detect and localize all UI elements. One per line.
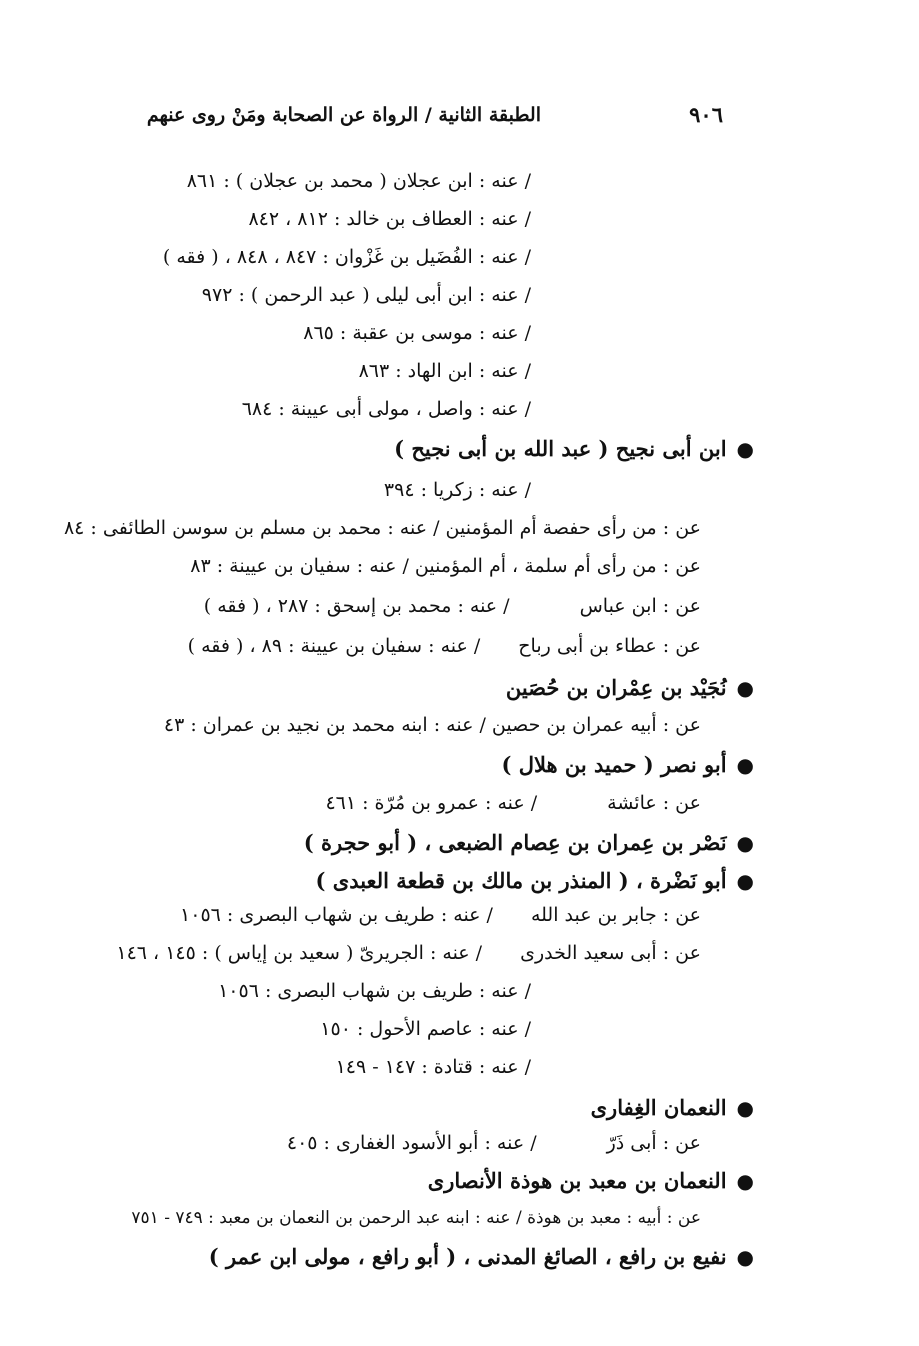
narrator-line (287, 1134, 701, 1153)
entry-heading (394, 438, 754, 459)
entry-heading (209, 1246, 754, 1267)
entry-name: نفيع بن رافع ، الصائغ المدنى ، ( أبو رافع ، مولى ابن عمر ) (208, 1244, 727, 1269)
entry-heading (304, 832, 754, 853)
narrator-line: / عنه : ابن أبى ليلى ( عبد الرحمن ) : ٩٧٢ (201, 284, 531, 306)
entry-name: النعمان بن معبد بن هوذة الأنصارى (427, 1168, 727, 1193)
to-part: / عنه : محمد بن إسحق : ٢٨٧ ، ( فقه ) (203, 595, 510, 617)
running-title: الطبقة الثانية / الرواة عن الصحابة ومَنْ روى عنهم (146, 104, 541, 126)
entry-name: النعمان الغِفارى (590, 1095, 727, 1120)
narrator-line (188, 637, 701, 656)
narrator-line: / عنه : العطاف بن خالد : ٨١٢ ، ٨٤٢ (248, 208, 531, 230)
entry-name: أبو نصر ( حميد بن هلال ) (501, 752, 727, 777)
bullet-icon: ● (736, 1169, 754, 1193)
from-part: عن : أبى سعيد الخدرى (520, 942, 701, 964)
narrator-line: / عنه : ابن عجلان ( محمد بن عجلان ) : ٨٦١ (186, 170, 531, 192)
narrator-line: عن : أبيه : معبد بن هوذة / عنه : ابنه عبد الرحمن بن النعمان بن معبد : ٧٤٩ - ٧٥١ (131, 1208, 701, 1228)
narrator-line: / عنه : عاصم الأحول : ١٥٠ (320, 1018, 531, 1040)
narrator-line: عن : أبيه عمران بن حصين / عنه : ابنه محمد بن نجيد بن عمران : ٤٣ (163, 714, 701, 736)
narrator-line: عن : من رأى أم سلمة ، أم المؤمنين / عنه : سفيان بن عيينة : ٨٣ (190, 555, 701, 577)
entry-heading (506, 677, 754, 698)
bullet-icon: ● (736, 1096, 754, 1120)
to-part: / عنه : الجريرىّ ( سعيد بن إياس ) : ١٤٥ ، ١٤٦ (116, 942, 483, 964)
narrator-line: عن : من رأى حفصة أم المؤمنين / عنه : محمد بن مسلم بن سوسن الطائفى : ٨٤ (63, 517, 701, 539)
narrator-line: / عنه : طريف بن شهاب البصرى : ١٠٥٦ (218, 980, 531, 1002)
entry-name: نَصْر بن عِمران بن عِصام الضبعى ، ( أبو حجرة ) (303, 830, 727, 855)
narrator-line: / عنه : قتادة : ١٤٧ - ١٤٩ (335, 1056, 531, 1078)
narrator-line: / عنه : ابن الهاد : ٨٦٣ (358, 360, 531, 382)
bullet-icon: ● (736, 437, 754, 461)
from-part: عن : عائشة (607, 792, 701, 814)
entry-name: أبو نَضْرة ، ( المنذر بن مالك بن قطعة العبدى ) (315, 868, 727, 893)
to-part: / عنه : طريف بن شهاب البصرى : ١٠٥٦ (180, 904, 493, 926)
narrator-line: / عنه : الفُضَيل بن غَزْوان : ٨٤٧ ، ٨٤٨ ، ( فقه ) (162, 246, 531, 268)
from-part: عن : ابن عباس (579, 595, 701, 617)
from-part: عن : عطاء بن أبى رباح (518, 635, 701, 657)
entry-name: نُجَيْد بن عِمْران بن حُصَين (505, 675, 727, 700)
narrator-line (116, 944, 701, 963)
to-part: / عنه : سفيان بن عيينة : ٨٩ ، ( فقه ) (187, 635, 481, 657)
entry-heading (428, 1170, 754, 1191)
narrator-line: / عنه : موسى بن عقبة : ٨٦٥ (303, 322, 531, 344)
entry-heading (501, 754, 754, 775)
from-part: عن : أبى ذَرّ (606, 1132, 701, 1154)
page-number: ٩٠٦ (689, 102, 723, 127)
bullet-icon: ● (736, 1245, 754, 1269)
bullet-icon: ● (736, 676, 754, 700)
entry-name: ابن أبى نجيح ( عبد الله بن أبى نجيح ) (394, 436, 727, 461)
bullet-icon: ● (736, 869, 754, 893)
bullet-icon: ● (736, 753, 754, 777)
narrator-line (325, 794, 701, 813)
from-part: عن : جابر بن عبد الله (530, 904, 701, 926)
to-part: / عنه : عمرو بن مُرّة : ٤٦١ (325, 792, 538, 814)
narrator-line (204, 597, 701, 616)
narrator-line (180, 906, 701, 925)
entry-heading (591, 1097, 754, 1118)
narrator-line: / عنه : واصل ، مولى أبى عيينة : ٦٨٤ (241, 398, 531, 420)
narrator-line: / عنه : زكريا : ٣٩٤ (383, 479, 531, 501)
entry-heading (316, 870, 754, 891)
to-part: / عنه : أبو الأسود الغفارى : ٤٠٥ (286, 1132, 537, 1154)
bullet-icon: ● (736, 831, 754, 855)
